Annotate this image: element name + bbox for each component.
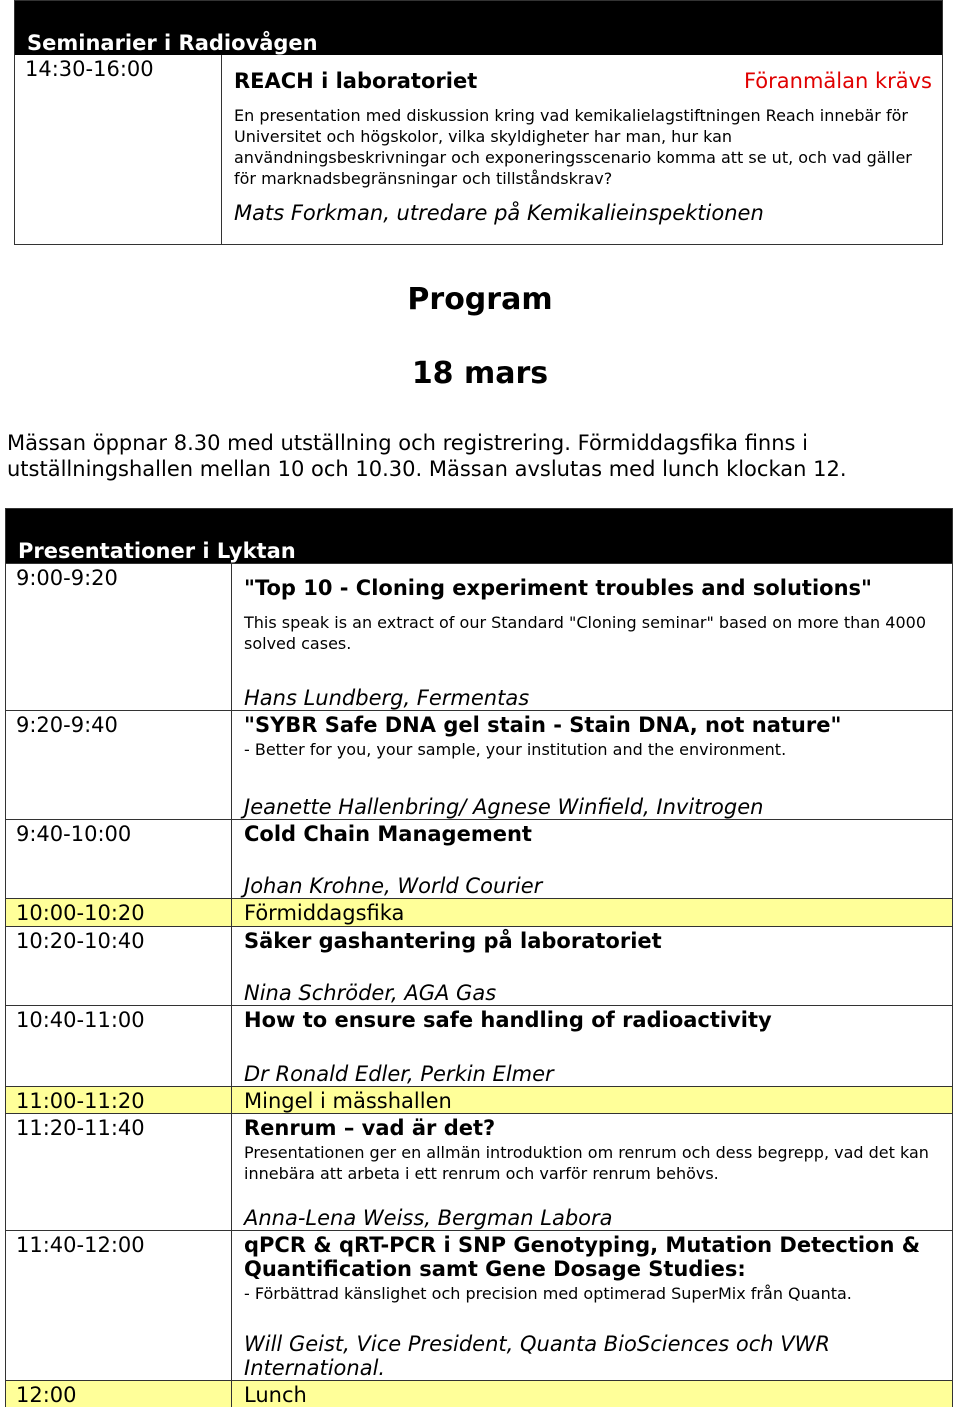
- session-speaker: Hans Lundberg, Fermentas: [244, 686, 530, 710]
- time-cell: 9:40-10:00: [6, 820, 232, 898]
- schedule-row: [6, 1113, 952, 1230]
- seminar-title: REACH i laboratoriet: [234, 69, 478, 93]
- session-speaker: Will Geist, Vice President, Quanta BioSciences och VWR International.: [244, 1332, 830, 1380]
- session-title: Säker gashantering på laboratoriet: [244, 929, 662, 953]
- program-title: Program: [407, 282, 553, 317]
- session-description: - Förbättrad känslighet och precision med optimerad SuperMix från Quanta.: [244, 1284, 852, 1303]
- program-date: 18 mars: [411, 356, 549, 391]
- schedule-row: [6, 1380, 952, 1407]
- session-speaker: Anna-Lena Weiss, Bergman Labora: [244, 1206, 613, 1230]
- time-cell: 9:00-9:20: [6, 564, 232, 710]
- session-title: Renrum – vad är det?: [244, 1116, 496, 1140]
- seminar-header: [15, 1, 942, 55]
- time-cell: 10:00-10:20: [6, 899, 232, 926]
- time-cell: 10:40-11:00: [6, 1006, 232, 1086]
- time-cell: 10:20-10:40: [6, 927, 232, 1005]
- seminar-header-text: Seminarier i Radiovågen: [27, 31, 318, 55]
- time-cell: 12:00: [6, 1381, 232, 1407]
- program-intro: Mässan öppnar 8.30 med utställning och registrering. Förmiddagsfika finns i utställningshallen mellan 10 och 10.30. Mässan avslutas med lunch klockan 12.: [7, 431, 847, 481]
- schedule-row: [6, 1086, 952, 1113]
- session-description: - Better for you, your sample, your institution and the environment.: [244, 740, 787, 759]
- session-title: Mingel i mässhallen: [244, 1089, 452, 1113]
- session-title: Cold Chain Management: [244, 822, 532, 846]
- time-cell: 11:40-12:00: [6, 1231, 232, 1380]
- seminar-description: En presentation med diskussion kring vad kemikalielagstiftningen Reach innebär för Universitet och högskolor, vilka skyldigheter har man, hur kan användningsbeskrivningar och exponeringsscenario komma att se ut, och vad gäller för marknadsbegränsningar och tillståndskrav?: [234, 106, 912, 188]
- session-title: Lunch: [244, 1383, 307, 1407]
- presentations-header: [6, 509, 952, 563]
- time-cell: 11:00-11:20: [6, 1087, 232, 1113]
- presentations-table: [5, 508, 953, 1407]
- schedule-row: [6, 1005, 952, 1086]
- seminar-speaker: Mats Forkman, utredare på Kemikalieinspektionen: [234, 201, 764, 225]
- seminar-row: [15, 55, 942, 244]
- session-description: This speak is an extract of our Standard "Cloning seminar" based on more than 4000 solved cases.: [244, 613, 926, 653]
- session-title: "Top 10 - Cloning experiment troubles and solutions": [244, 576, 872, 600]
- time-cell: 9:20-9:40: [6, 711, 232, 819]
- schedule-row: [6, 710, 952, 819]
- session-title: qPCR & qRT-PCR i SNP Genotyping, Mutation Detection & Quantification samt Gene Dosage Studies:: [244, 1233, 921, 1281]
- time-cell: 14:30-16:00: [15, 55, 222, 244]
- schedule-row: [6, 563, 952, 710]
- session-title: "SYBR Safe DNA gel stain - Stain DNA, not nature": [244, 713, 842, 737]
- time-cell: 11:20-11:40: [6, 1114, 232, 1230]
- schedule-row: [6, 1230, 952, 1380]
- session-speaker: Nina Schröder, AGA Gas: [244, 981, 497, 1005]
- registration-note: Föranmälan krävs: [743, 69, 932, 93]
- session-title: How to ensure safe handling of radioactivity: [244, 1008, 772, 1032]
- session-speaker: Jeanette Hallenbring/ Agnese Winfield, Invitrogen: [244, 795, 764, 819]
- session-title: Förmiddagsfika: [244, 901, 405, 925]
- session-description: Presentationen ger en allmän introduktion om renrum och dess begrepp, vad det kan innebära att arbeta i ett renrum och varför renrum behövs.: [244, 1143, 929, 1183]
- seminar-table: [14, 0, 943, 245]
- schedule-row: [6, 926, 952, 1005]
- schedule-row: [6, 898, 952, 926]
- session-speaker: Johan Krohne, World Courier: [244, 874, 543, 898]
- presentations-header-text: Presentationer i Lyktan: [18, 539, 296, 563]
- session-speaker: Dr Ronald Edler, Perkin Elmer: [244, 1062, 554, 1086]
- schedule-row: [6, 819, 952, 898]
